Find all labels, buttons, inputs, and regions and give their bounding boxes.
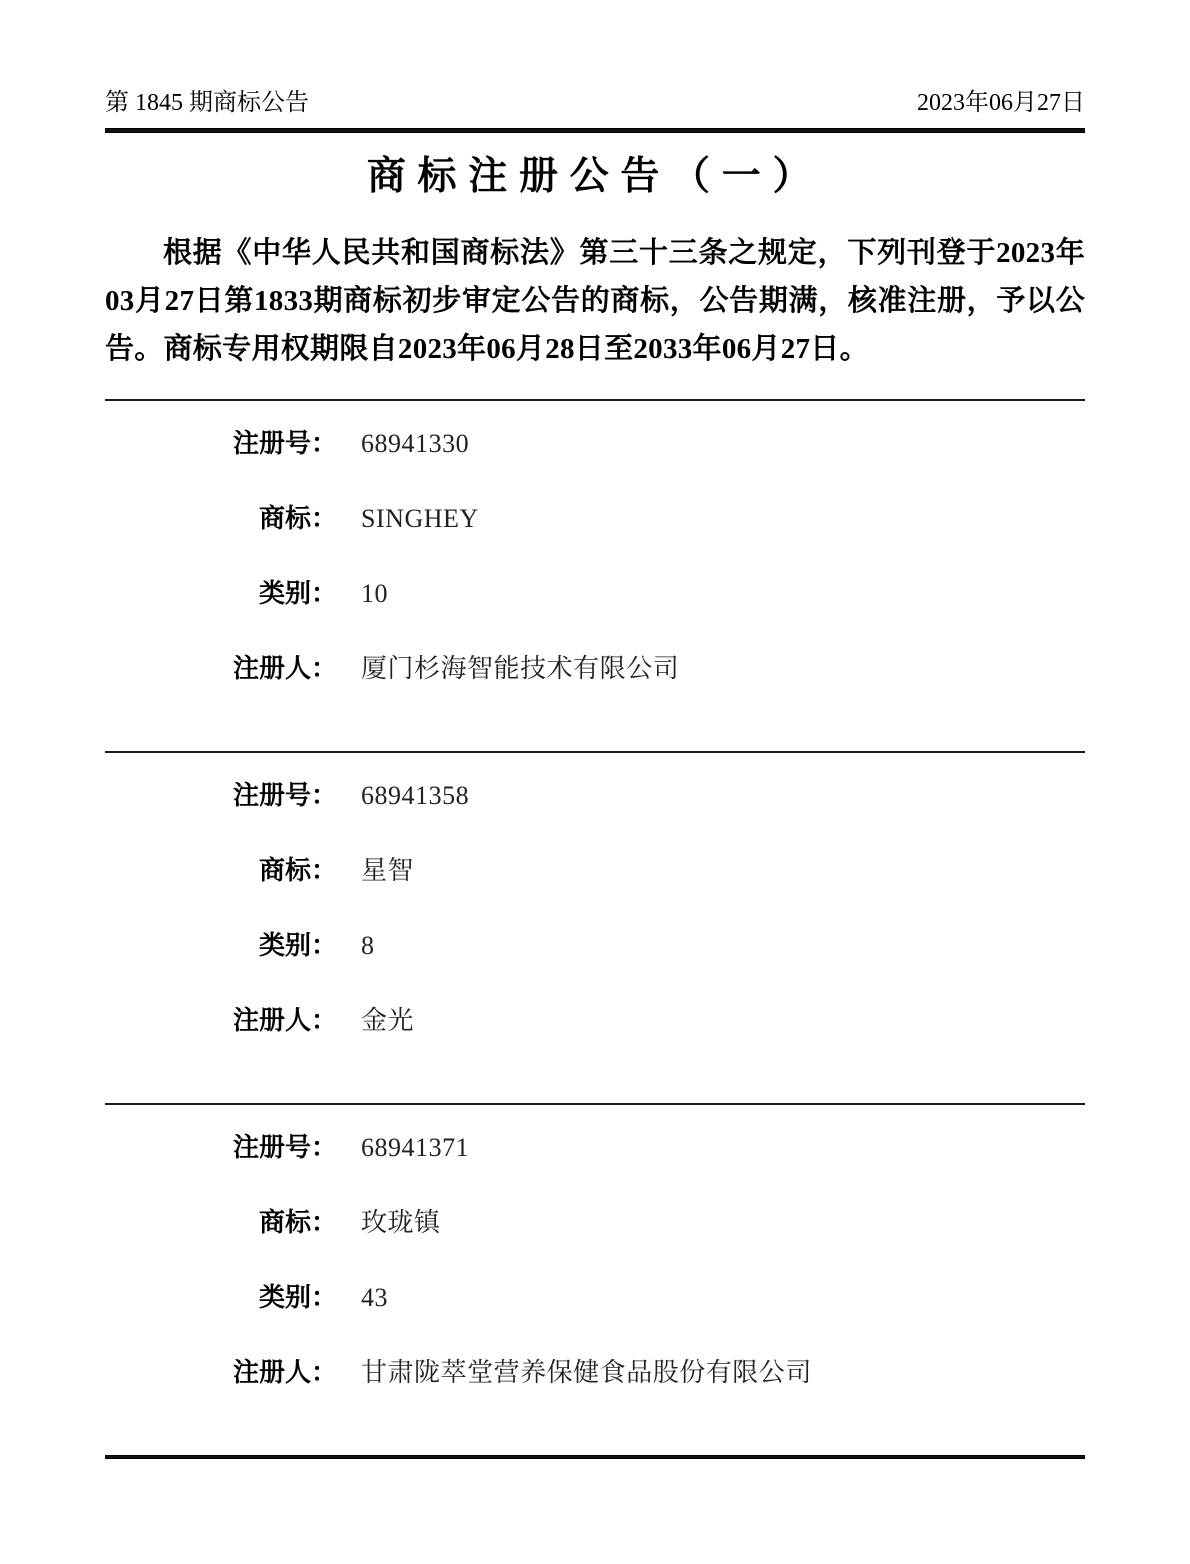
category-row bbox=[105, 1277, 1085, 1312]
trademark-record bbox=[105, 1103, 1085, 1455]
registrant-label: 注册人： bbox=[232, 654, 337, 683]
reg-no-label: 注册号： bbox=[232, 429, 337, 458]
registrant-row bbox=[105, 1000, 1085, 1035]
reg-no-row bbox=[105, 423, 1085, 458]
reg-no-value: 68941330 bbox=[361, 429, 470, 458]
reg-no-row bbox=[105, 775, 1085, 810]
registrant-row bbox=[105, 648, 1085, 683]
reg-no-row bbox=[105, 1127, 1085, 1162]
mark-value: SINGHEY bbox=[361, 504, 479, 533]
reg-no-label: 注册号： bbox=[232, 781, 337, 810]
reg-no-label: 注册号： bbox=[232, 1133, 337, 1162]
footer-rule bbox=[105, 1455, 1085, 1459]
mark-row bbox=[105, 498, 1085, 533]
category-value: 10 bbox=[361, 579, 389, 608]
gazette-date: 2023年06月27日 bbox=[917, 90, 1085, 116]
registrant-label: 注册人： bbox=[232, 1358, 337, 1387]
mark-label: 商标： bbox=[258, 1208, 337, 1237]
mark-row bbox=[105, 850, 1085, 885]
mark-label: 商标： bbox=[258, 856, 337, 885]
trademark-record bbox=[105, 399, 1085, 751]
registrant-value: 金光 bbox=[361, 1006, 415, 1035]
category-row bbox=[105, 573, 1085, 608]
registrant-value: 厦门杉海智能技术有限公司 bbox=[361, 654, 680, 683]
category-label: 类别： bbox=[258, 931, 337, 960]
gazette-page bbox=[105, 0, 1085, 1459]
category-label: 类别： bbox=[258, 579, 337, 608]
intro-paragraph: 根据《中华人民共和国商标法》第三十三条之规定，下列刊登于2023年03月27日第1833期商标初步审定公告的商标，公告期满，核准注册，予以公告。商标专用权期限自2023年06月28日至2033年06月27日。 bbox=[105, 237, 1085, 365]
category-value: 8 bbox=[361, 931, 375, 960]
registrant-row bbox=[105, 1352, 1085, 1387]
page-header bbox=[105, 88, 1085, 118]
header-rule bbox=[105, 128, 1085, 133]
trademark-record bbox=[105, 751, 1085, 1103]
gazette-issue-label: 第 1845 期商标公告 bbox=[105, 90, 309, 116]
registrant-value: 甘肃陇萃堂营养保健食品股份有限公司 bbox=[361, 1358, 812, 1387]
mark-row bbox=[105, 1202, 1085, 1237]
reg-no-value: 68941371 bbox=[361, 1133, 470, 1162]
reg-no-value: 68941358 bbox=[361, 781, 470, 810]
mark-value: 玫珑镇 bbox=[361, 1208, 441, 1237]
category-row bbox=[105, 925, 1085, 960]
category-value: 43 bbox=[361, 1283, 389, 1312]
mark-value: 星智 bbox=[361, 856, 415, 885]
registrant-label: 注册人： bbox=[232, 1006, 337, 1035]
category-label: 类别： bbox=[258, 1283, 337, 1312]
page-title: 商标注册公告（一） bbox=[366, 155, 824, 198]
mark-label: 商标： bbox=[258, 504, 337, 533]
